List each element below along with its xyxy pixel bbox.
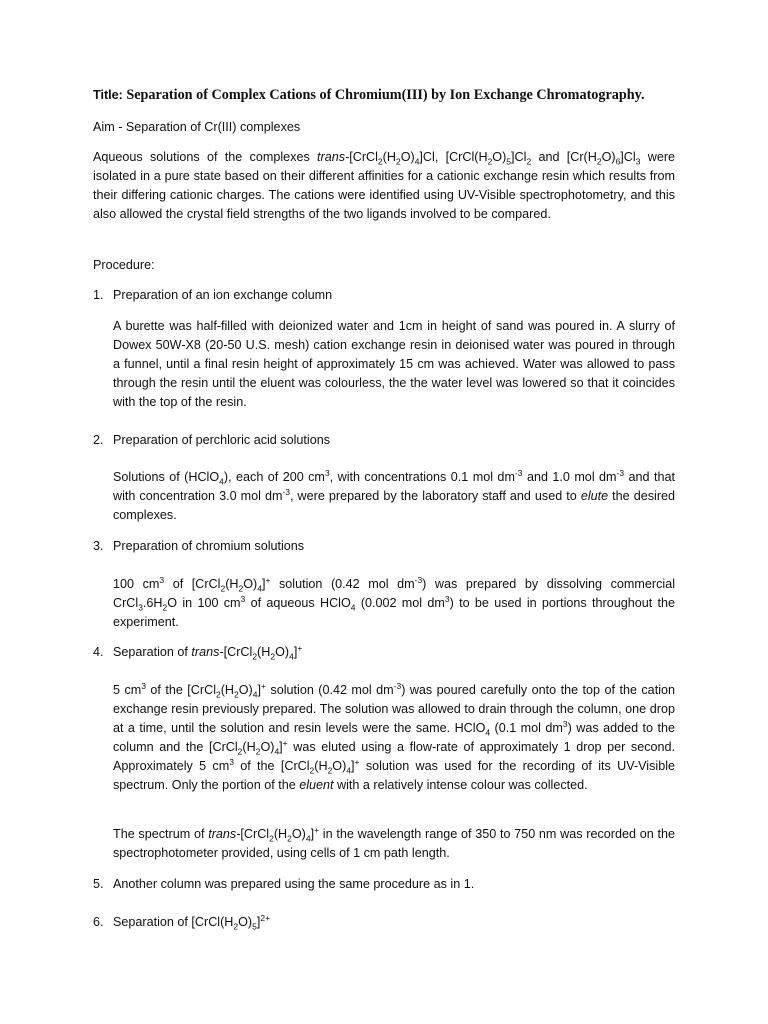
step-1-title: Preparation of an ion exchange column xyxy=(113,288,333,302)
procedure-heading: Procedure: xyxy=(93,258,155,272)
step-3-body: 100 $cm^3$ of $[CrCl_2(H_2O)_4]^+$ solution (0.42 mol $dm^{-3}$) was prepared by dissolving commercial $CrCl_3.6H_2O$ in 100 $cm^3$ of aqueous HClO$_4$ (0.002 mol $dm^3$) to be used in portions throughout the experiment. xyxy=(113,574,676,629)
step-2-title: Preparation of perchloric acid solutions xyxy=(113,433,331,447)
step-5-title: Another column was prepared using the same procedure as in 1. xyxy=(113,877,475,891)
document-title xyxy=(93,86,675,105)
step-3-number: 3. xyxy=(93,539,104,553)
step-2-body: Solutions of (HClO$_4$), each of 200 $cm^3$, with concentrations 0.1 mol $dm^{-3}$ and 1.0 mol $dm^{-3}$ and that with concentration 3.0 mol $dm^{-3}$, were prepared by the laboratory staff and used to elute the desired complexes. xyxy=(113,467,676,522)
step-5-number: 5. xyxy=(93,877,104,891)
step-6-title: Separation of $[CrCl(H_2O)_5]^{2+}$ xyxy=(113,912,271,932)
step-6-number: 6. xyxy=(93,915,104,929)
step-1-body: A burette was half-filled with deionized water and 1cm in height of sand was poured in. A slurry of Dowex 50W-X8 (20-50 U.S. mesh) cation exchange resin in deionised water was poured in through a funnel, until a final resin height of approximately 15 cm was achieved. Water was allowed to pass through the resin until the eluent was colourless, the the water level was lowered so that it coincides with the top of the resin. xyxy=(113,319,675,409)
step-3-title: Preparation of chromium solutions xyxy=(113,539,305,553)
step-4-body: 5 $cm^3$ of the $[CrCl_2(H_2O)_4]^+$ solution (0.42 mol $dm^{-3}$) was poured carefully onto the top of the cation exchange resin previously prepared. The solution was allowed to drain through the column, one drop at a time, until the solution and resin levels were the same. HClO$_4$ (0.1 mol $dm^3$) was added to the column and the $[CrCl_2(H_2O)_4]^+$ was eluted using a flow-rate of approximately 1 drop per second. Approximately 5 $cm^3$ of the $[CrCl_2(H_2O)_4]^+$ solution was used for the recording of its UV-Visible spectrum. Only the portion of the eluent with a relatively intense colour was collected. xyxy=(113,680,676,792)
title-prefix: Title: xyxy=(93,88,123,102)
intro-paragraph: Aqueous solutions of the complexes trans-$[CrCl_2(H_2O)_4]Cl$, $[CrCl(H_2O)_5]Cl_2$ and $[Cr(H_2O)_6]Cl_3$ were isolated in a pure state based on their different affinities for a cationic exchange resin which results from their differing cationic charges. The cations were identified using UV-Visible spectrophotometry, and this also allowed the crystal field strengths of the two ligands involved to be compared. xyxy=(93,150,676,221)
title-text: Separation of Complex Cations of Chromium(III) by Ion Exchange Chromatography. xyxy=(126,87,645,103)
step-4-spectrum-paragraph: The spectrum of trans-$[CrCl_2(H_2O)_4]^+$ in the wavelength range of 350 to 750 nm was recorded on the spectrophotometer provided, using cells of 1 cm path length. xyxy=(113,824,675,860)
step-4-number: 4. xyxy=(93,645,104,659)
aim-line: Aim - Separation of Cr(III) complexes xyxy=(93,120,301,134)
step-2-number: 2. xyxy=(93,433,104,447)
step-1-number: 1. xyxy=(93,288,104,302)
step-4-title: Separation of trans-$[CrCl_2(H_2O)_4]^+$ xyxy=(113,642,303,662)
